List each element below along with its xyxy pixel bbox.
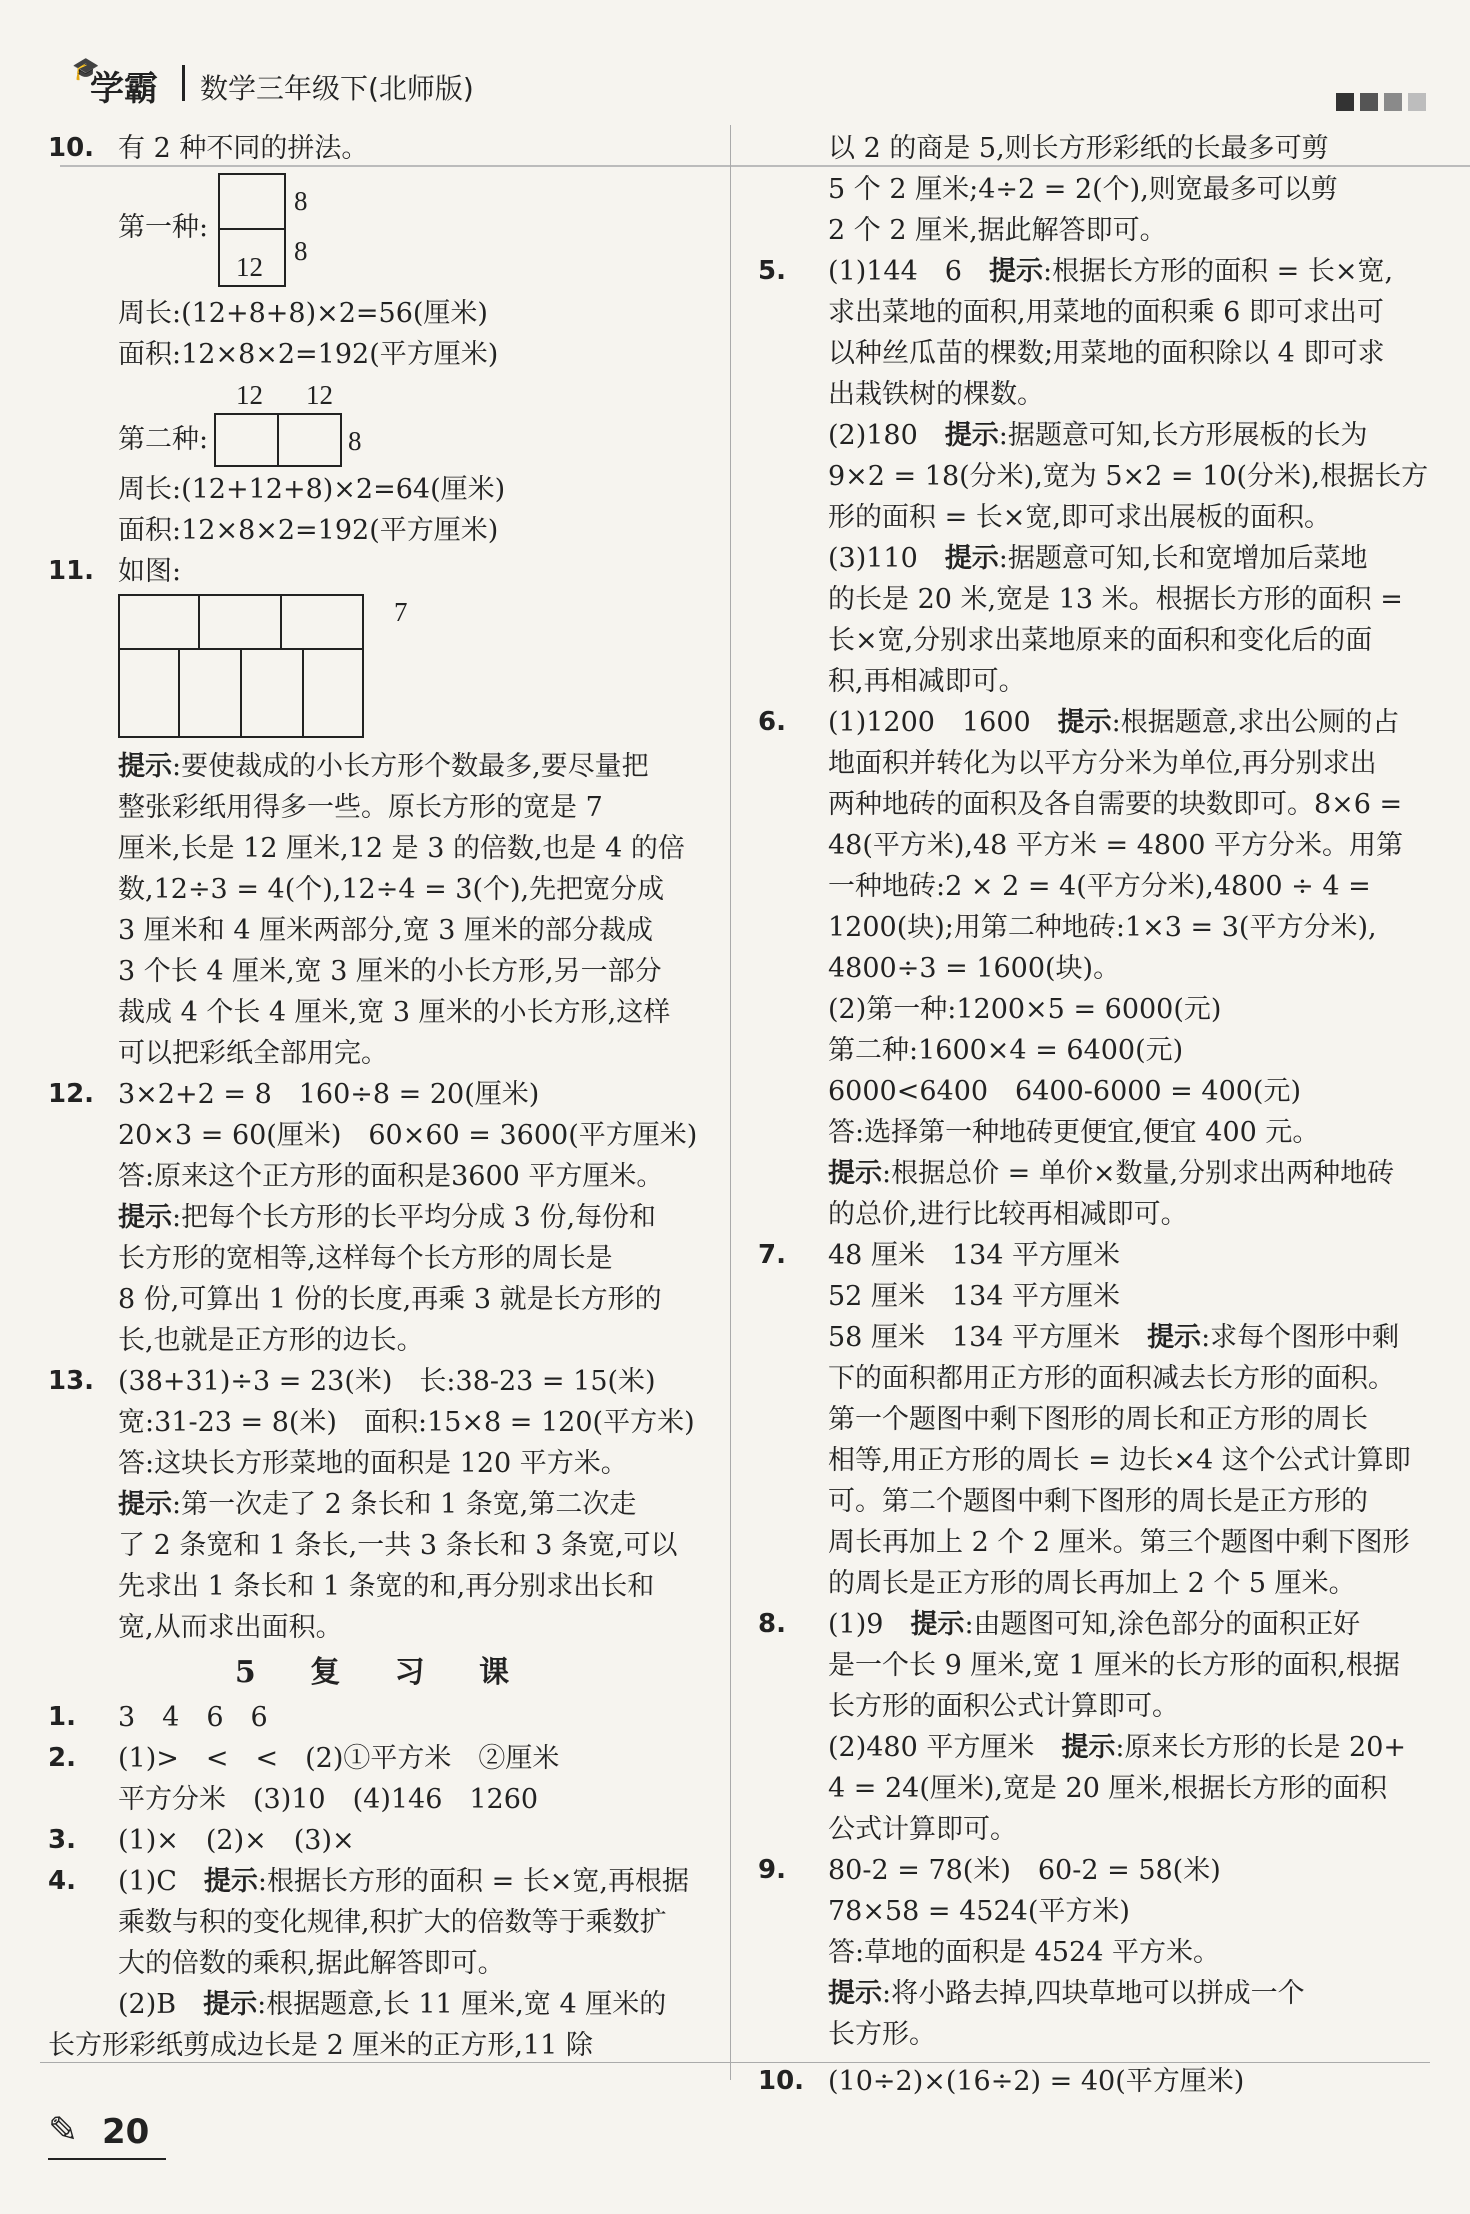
hint-text: :根据长方形的面积 = 长×宽,再根据 bbox=[257, 1866, 689, 1897]
review-answer-2 bbox=[48, 1738, 718, 1820]
figure-cut-grid bbox=[118, 592, 718, 746]
decor-square-2 bbox=[1360, 93, 1378, 111]
item-number: 2. bbox=[48, 1743, 76, 1773]
answer-text: 答:这块长方形菜地的面积是 120 平方米。 bbox=[118, 1448, 628, 1479]
hint-text: :求每个图形中剩 bbox=[1201, 1322, 1400, 1353]
hint-label: 提示 bbox=[118, 1202, 172, 1233]
answer-text: 第二种:1600×4 = 6400(元) bbox=[828, 1035, 1184, 1066]
split-line bbox=[277, 413, 279, 467]
hint-text: 长×宽,分别求出菜地原来的面积和变化后的面 bbox=[828, 625, 1373, 656]
hint-text: 宽,从而求出面积。 bbox=[118, 1612, 343, 1643]
footer-rule bbox=[40, 2062, 1430, 2063]
answer-text: (2)B bbox=[118, 1989, 204, 2020]
answer-text: (2)180 bbox=[828, 420, 945, 451]
hint-text: 第一个题图中剩下图形的周长和正方形的周长 bbox=[828, 1404, 1368, 1435]
answer-text: (2)第一种:1200×5 = 6000(元) bbox=[828, 994, 1222, 1025]
answer-13 bbox=[48, 1361, 718, 1648]
answer-text: 宽:31-23 = 8(米) 面积:15×8 = 120(平方米) bbox=[118, 1407, 695, 1438]
split-line bbox=[218, 228, 286, 230]
hint-text: 1200(块);用第二种地砖:1×3 = 3(平方分米), bbox=[828, 912, 1377, 943]
hint-text: :由题图可知,涂色部分的面积正好 bbox=[964, 1609, 1361, 1640]
dim-height: 8 bbox=[348, 426, 362, 456]
item-number: 13. bbox=[48, 1366, 95, 1396]
hint-label: 提示 bbox=[828, 1158, 882, 1189]
right-column bbox=[758, 128, 1429, 2102]
hint-text: 整张彩纸用得多一些。原长方形的宽是 7 bbox=[118, 792, 603, 823]
answer-text: (1)1200 1600 bbox=[828, 707, 1058, 738]
hint-text: 2 个 2 厘米,据此解答即可。 bbox=[828, 215, 1167, 246]
hint-text: 3 厘米和 4 厘米两部分,宽 3 厘米的部分裁成 bbox=[118, 915, 654, 946]
dim-width: 12 bbox=[236, 252, 263, 282]
decor-square-3 bbox=[1384, 93, 1402, 111]
answer-text: 20×3 = 60(厘米) 60×60 = 3600(平方厘米) bbox=[118, 1120, 698, 1151]
hint-label: 提示 bbox=[203, 1989, 258, 2020]
review-answer-3 bbox=[48, 1820, 718, 1861]
section-title: 5 复 习 课 bbox=[234, 1655, 532, 1690]
item-number: 8. bbox=[758, 1609, 786, 1639]
hint-label: 提示 bbox=[910, 1609, 965, 1640]
answer-text: 答:草地的面积是 4524 平方米。 bbox=[828, 1937, 1220, 1968]
answer-8 bbox=[758, 1604, 1426, 1850]
answer-10-right bbox=[758, 2061, 1426, 2102]
hint-text: 周长再加上 2 个 2 厘米。第三个题图中剩下图形 bbox=[828, 1527, 1410, 1558]
continued-text bbox=[758, 128, 1426, 251]
hint-text: :将小路去掉,四块草地可以拼成一个 bbox=[882, 1978, 1305, 2009]
hint-text: 长方形的面积公式计算即可。 bbox=[828, 1691, 1179, 1722]
item-number: 3. bbox=[48, 1825, 76, 1855]
item-number: 4. bbox=[48, 1866, 76, 1896]
answer-text: (3)110 bbox=[828, 543, 945, 574]
figure-label: 第一种: bbox=[118, 212, 209, 243]
grid-line-bottom-3 bbox=[302, 648, 304, 738]
hint-text: 长方形的宽相等,这样每个长方形的周长是 bbox=[118, 1243, 613, 1274]
hint-label: 提示 bbox=[1057, 707, 1112, 738]
answer-text: 48 厘米 134 平方厘米 bbox=[828, 1240, 1121, 1271]
hint-block bbox=[48, 746, 718, 1074]
hint-text: :把每个长方形的长平均分成 3 份,每份和 bbox=[172, 1202, 657, 1233]
dim-a: 12 bbox=[236, 380, 263, 410]
hint-text: 长方形。 bbox=[828, 2019, 936, 2050]
hint-text: 48(平方米),48 平方米 = 4800 平方分米。用第 bbox=[828, 830, 1404, 861]
hint-text: 相等,用正方形的周长 = 边长×4 这个公式计算即 bbox=[828, 1445, 1411, 1476]
answer-text: 平方分米 (3)10 (4)146 1260 bbox=[118, 1784, 539, 1815]
brand-logo: 学霸 bbox=[90, 69, 158, 109]
hint-text: 地面积并转化为以平方分米为单位,再分别求出 bbox=[828, 748, 1377, 779]
hint-text: :根据题意,长 11 厘米,宽 4 厘米的 bbox=[257, 1989, 667, 2020]
hint-text: 求出菜地的面积,用菜地的面积乘 6 即可求出可 bbox=[828, 297, 1384, 328]
hint-text: 两种地砖的面积及各自需要的块数即可。8×6 = bbox=[828, 789, 1403, 820]
hint-text: :根据总价 = 单价×数量,分别求出两种地砖 bbox=[882, 1158, 1395, 1189]
answer-text: (1)> < < (2)①平方米 ②厘米 bbox=[118, 1743, 560, 1774]
hint-text: 是一个长 9 厘米,宽 1 厘米的长方形的面积,根据 bbox=[828, 1650, 1400, 1681]
answer-text: 有 2 种不同的拼法。 bbox=[118, 133, 369, 164]
page-number: 20 bbox=[102, 2112, 150, 2152]
hint-text: 4800÷3 = 1600(块)。 bbox=[828, 953, 1121, 984]
column-divider bbox=[730, 125, 731, 2080]
answer-11 bbox=[48, 551, 718, 1074]
hint-text: 先求出 1 条长和 1 条宽的和,再分别求出长和 bbox=[118, 1571, 655, 1602]
hint-text: :第一次走了 2 条长和 1 条宽,第二次走 bbox=[172, 1489, 637, 1520]
left-column bbox=[48, 128, 718, 2066]
figure-second-method bbox=[118, 375, 718, 469]
hint-text: 形的面积 = 长×宽,即可求出展板的面积。 bbox=[828, 502, 1331, 533]
item-number: 11. bbox=[48, 556, 95, 586]
grid-line-bottom-1 bbox=[178, 648, 180, 738]
hint-text: 的周长是正方形的周长再加上 2 个 5 厘米。 bbox=[828, 1568, 1356, 1599]
answer-text: (1)× (2)× (3)× bbox=[118, 1825, 355, 1856]
hint-text: :根据长方形的面积 = 长×宽, bbox=[1042, 256, 1394, 287]
item-number: 5. bbox=[758, 256, 786, 286]
answer-text: 6000<6400 6400-6000 = 400(元) bbox=[828, 1076, 1301, 1107]
hint-text: 可以把彩纸全部用完。 bbox=[118, 1038, 388, 1069]
answer-text: 面积:12×8×2=192(平方厘米) bbox=[118, 515, 499, 546]
hint-text: 公式计算即可。 bbox=[828, 1814, 1017, 1845]
answer-text: 面积:12×8×2=192(平方厘米) bbox=[118, 339, 499, 370]
pencil-icon: ✎ bbox=[48, 2110, 79, 2151]
header-decoration bbox=[1336, 93, 1426, 111]
review-answer-4 bbox=[48, 1861, 718, 2066]
dim-b: 12 bbox=[306, 380, 333, 410]
hint-text: :据题意可知,长和宽增加后菜地 bbox=[998, 543, 1368, 574]
hint-label: 提示 bbox=[988, 256, 1043, 287]
answer-text: (1)C bbox=[118, 1866, 204, 1897]
item-number: 9. bbox=[758, 1855, 786, 1885]
hint-label: 提示 bbox=[944, 420, 999, 451]
grid-line-top-2 bbox=[280, 594, 282, 650]
answer-text: (1)144 6 bbox=[828, 256, 989, 287]
dim-top: 8 bbox=[294, 186, 308, 216]
item-number: 7. bbox=[758, 1240, 786, 1270]
hint-text: 大的倍数的乘积,据此解答即可。 bbox=[118, 1948, 505, 1979]
grid-line-top-1 bbox=[198, 594, 200, 650]
grid-line-bottom-2 bbox=[240, 648, 242, 738]
item-number: 10. bbox=[758, 2066, 805, 2096]
hint-text: 乘数与积的变化规律,积扩大的倍数等于乘数扩 bbox=[118, 1907, 667, 1938]
review-answer-1 bbox=[48, 1697, 718, 1738]
answer-text: 52 厘米 134 平方厘米 bbox=[828, 1281, 1121, 1312]
hint-text: 厘米,长是 12 厘米,12 是 3 的倍数,也是 4 的倍 bbox=[118, 833, 685, 864]
hint-text: 数,12÷3 = 4(个),12÷4 = 3(个),先把宽分成 bbox=[118, 874, 665, 905]
hint-text: :根据题意,求出公厕的占 bbox=[1111, 707, 1400, 738]
answer-text: 58 厘米 134 平方厘米 bbox=[828, 1322, 1148, 1353]
answer-9 bbox=[758, 1850, 1426, 2055]
decor-square-4 bbox=[1408, 93, 1426, 111]
hint-text: :要使裁成的小长方形个数最多,要尽量把 bbox=[172, 751, 649, 782]
hint-text: 下的面积都用正方形的面积减去长方形的面积。 bbox=[828, 1363, 1395, 1394]
answer-text: (38+31)÷3 = 23(米) 长:38-23 = 15(米) bbox=[118, 1366, 656, 1397]
item-number: 10. bbox=[48, 133, 95, 163]
hint-text: 可。第二个题图中剩下图形的周长是正方形的 bbox=[828, 1486, 1368, 1517]
answer-10 bbox=[48, 128, 718, 551]
answer-text: 3 4 6 6 bbox=[118, 1702, 268, 1733]
answer-text: 答:选择第一种地砖更便宜,便宜 400 元。 bbox=[828, 1117, 1320, 1148]
hint-label: 提示 bbox=[1061, 1732, 1116, 1763]
hint-text: 了 2 条宽和 1 条长,一共 3 条长和 3 条宽,可以 bbox=[118, 1530, 678, 1561]
hint-text: 长,也就是正方形的边长。 bbox=[118, 1325, 424, 1356]
hint-label: 提示 bbox=[944, 543, 999, 574]
hint-text: 以 2 的商是 5,则长方形彩纸的长最多可剪 bbox=[828, 133, 1329, 164]
answer-text: 3×2+2 = 8 160÷8 = 20(厘米) bbox=[118, 1079, 540, 1110]
hint-text: :原来长方形的长是 20+ bbox=[1115, 1732, 1407, 1763]
answer-12 bbox=[48, 1074, 718, 1361]
item-number: 6. bbox=[758, 707, 786, 737]
hint-text: 9×2 = 18(分米),宽为 5×2 = 10(分米),根据长方 bbox=[828, 461, 1429, 492]
answer-text: 周长:(12+8+8)×2=56(厘米) bbox=[118, 298, 488, 329]
hint-text: 出栽铁树的棵数。 bbox=[828, 379, 1044, 410]
hint-label: 提示 bbox=[203, 1866, 258, 1897]
header-separator bbox=[182, 65, 185, 101]
item-number: 12. bbox=[48, 1079, 95, 1109]
item-number: 1. bbox=[48, 1702, 76, 1732]
answer-7 bbox=[758, 1235, 1426, 1604]
answer-6 bbox=[758, 702, 1426, 1235]
hint-text: 裁成 4 个长 4 厘米,宽 3 厘米的小长方形,这样 bbox=[118, 997, 671, 1028]
page-header bbox=[60, 55, 1430, 111]
answer-text: (2)480 平方厘米 bbox=[828, 1732, 1062, 1763]
answer-5 bbox=[758, 251, 1429, 702]
answer-text: (10÷2)×(16÷2) = 40(平方厘米) bbox=[828, 2066, 1245, 2097]
hint-text: 的总价,进行比较再相减即可。 bbox=[828, 1199, 1188, 1230]
hint-text: 长方形彩纸剪成边长是 2 厘米的正方形,11 除 bbox=[48, 2030, 593, 2061]
answer-text: 周长:(12+12+8)×2=64(厘米) bbox=[118, 474, 506, 505]
hint-text: 4 = 24(厘米),宽是 20 厘米,根据长方形的面积 bbox=[828, 1773, 1388, 1804]
graduation-cap-icon: 🎓 bbox=[72, 57, 100, 82]
answer-text: 80-2 = 78(米) 60-2 = 58(米) bbox=[828, 1855, 1221, 1886]
page-number-underline bbox=[48, 2158, 166, 2160]
book-title: 数学三年级下(北师版) bbox=[200, 72, 474, 105]
answer-text: 如图: bbox=[118, 556, 182, 587]
hint-text: 5 个 2 厘米;4÷2 = 2(个),则宽最多可以剪 bbox=[828, 174, 1338, 205]
figure-label: 第二种: bbox=[118, 424, 209, 455]
hint-text: 积,再相减即可。 bbox=[828, 666, 1026, 697]
decor-square-1 bbox=[1336, 93, 1354, 111]
hint-label: 提示 bbox=[1147, 1322, 1202, 1353]
hint-text: 以种丝瓜苗的棵数;用菜地的面积除以 4 即可求 bbox=[828, 338, 1385, 369]
dim-width: 7 bbox=[394, 597, 408, 627]
hint-label: 提示 bbox=[118, 751, 172, 782]
figure-first-method bbox=[118, 169, 718, 293]
dim-bottom: 8 bbox=[294, 236, 308, 266]
hint-text: 8 份,可算出 1 份的长度,再乘 3 就是长方形的 bbox=[118, 1284, 662, 1315]
answer-text: 78×58 = 4524(平方米) bbox=[828, 1896, 1130, 1927]
hint-text: 的长是 20 米,宽是 13 米。根据长方形的面积 = bbox=[828, 584, 1403, 615]
hint-label: 提示 bbox=[828, 1978, 882, 2009]
hint-text: 3 个长 4 厘米,宽 3 厘米的小长方形,另一部分 bbox=[118, 956, 662, 987]
hint-text: :据题意可知,长方形展板的长为 bbox=[998, 420, 1368, 451]
hint-text: 一种地砖:2 × 2 = 4(平方分米),4800 ÷ 4 = bbox=[828, 871, 1371, 902]
answer-text: 答:原来这个正方形的面积是3600 平方厘米。 bbox=[118, 1161, 664, 1192]
answer-text: (1)9 bbox=[828, 1609, 911, 1640]
hint-label: 提示 bbox=[118, 1489, 172, 1520]
